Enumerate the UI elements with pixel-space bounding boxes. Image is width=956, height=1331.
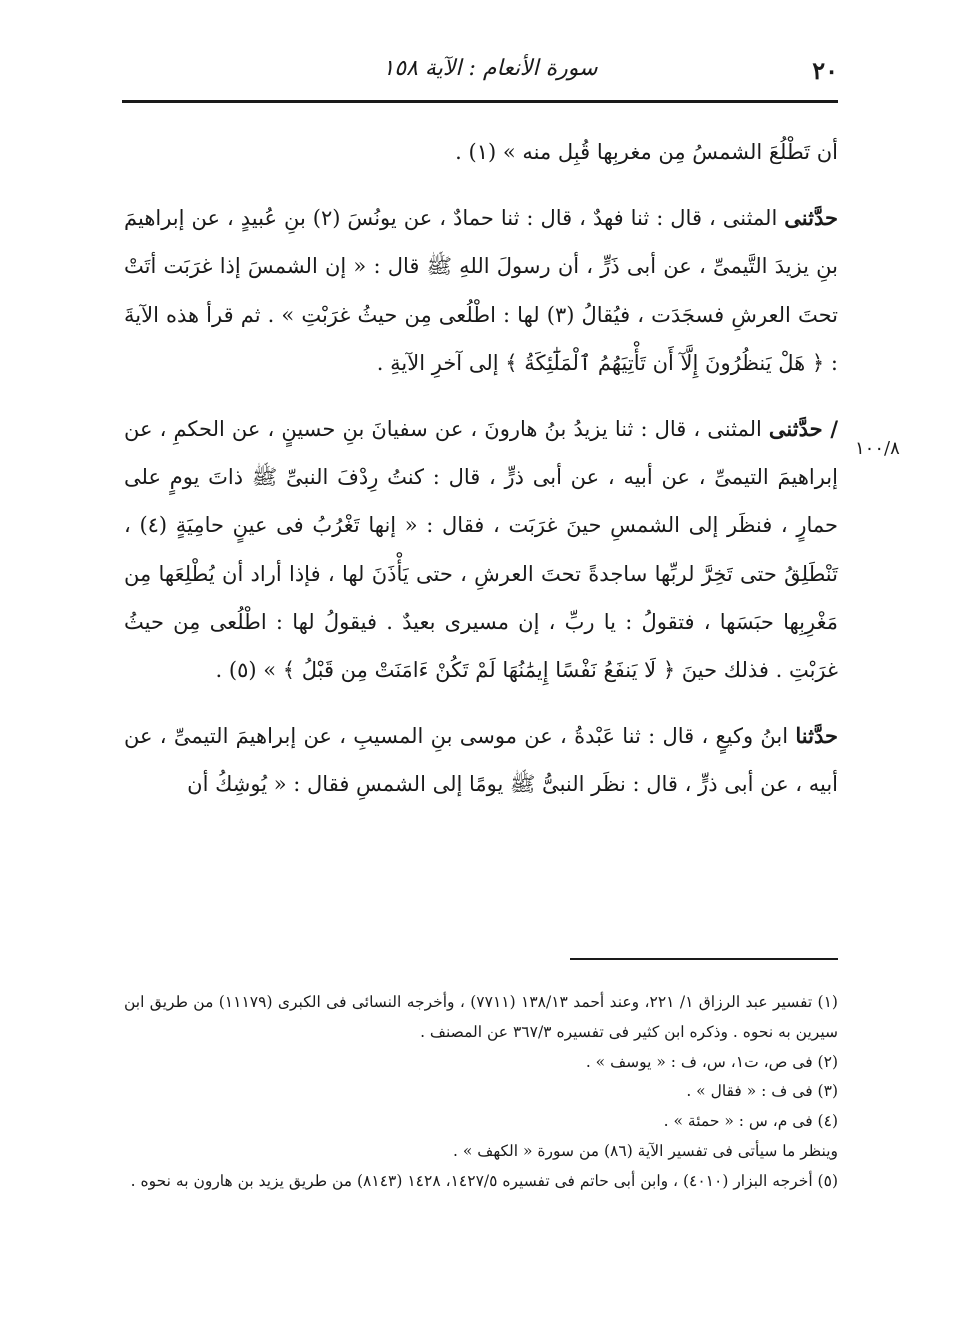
body-text — [124, 128, 838, 809]
paragraph — [124, 405, 838, 694]
paragraph-text: المثنى ، قال : ثنا فهدٌ ، قال : ثنا حمادٌ ، عن يونُسَ (٢) بنِ عُبيدٍ ، عن إبراهيمَ بنِ يزيدَ التَّيمىِّ ، عن أبى ذَرٍّ ، أن رسولَ اللهِ ﷺ قال : « إن الشمسَ إذا غرَبَت أتَتْ تحتَ العرشِ فسجَدَت ، فيُقالُ (٣) لها : اطْلُعى مِن حيثُ غرَبْتِ » . ثم قرأ هذه الآيةَ : ﴿ هَلْ يَنظُرُونَ إِلَّآ أَن تَأْتِيَهُمُ ٱلْمَلَٰٓئِكَةُ ﴾ إلى آخرِ الآيةِ . — [124, 206, 838, 375]
running-title: سورة الأنعام : الآية ١٥٨ — [382, 56, 598, 81]
footnotes — [124, 988, 838, 1197]
paragraph-opening: حدَّثنا — [795, 723, 838, 749]
paragraph — [124, 194, 838, 387]
footnote: وينظر ما سيأتى فى تفسير الآية (٨٦) من سورة « الكهف » . — [453, 1141, 838, 1160]
paragraph — [124, 712, 838, 808]
paragraph — [124, 128, 838, 176]
footnote: (١) تفسير عبد الرزاق ١/ ٢٢١، وعند أحمد ١٣٨/١٣ (٧٧١١) ، وأخرجه النسائى فى الكبرى (١١١٧٩) من طريق ابن سيرين به نحوه . وذكره ابن كثير فى تفسيره ٣٦٧/٣ عن المصنف . — [124, 993, 838, 1041]
paragraph-opening: حدَّثنى — [784, 205, 838, 231]
footnote-rule — [570, 958, 838, 960]
footnote: (٥) أخرجه البزار (٤٠١٠) ، وابن أبى حاتم فى تفسيره ١٤٢٧/٥، ١٤٢٨ (٨١٤٣) من طريق يزيد بن هارون به نحوه . — [130, 1171, 838, 1190]
page-number: ٢٠ — [812, 56, 838, 85]
margin-reference: ١٠٠/٨ — [855, 438, 900, 459]
paragraph-text: ابنُ وكيعٍ ، قال : ثنا عَبْدةُ ، عن موسى بنِ المسيبِ ، عن إبراهيمَ التيمىِّ ، عن أبيه ، عن أبى ذرٍّ ، قال : نظَر النبىُّ ﷺ يومًا إلى الشمسِ فقال : « يُوشِكُ أن — [124, 724, 838, 797]
paragraph-text: أن تَطْلُعَ الشمسُ مِن مغربِها قُبِل منه » (١) . — [455, 140, 838, 164]
paragraph-opening: / حدَّثنى — [768, 416, 838, 442]
footnote: (٣) فى ف : « فقال » . — [686, 1082, 838, 1101]
header-rule — [122, 100, 838, 103]
footnote: (٢) فى ص، ت١، س، ف : « يوسف » . — [585, 1052, 838, 1071]
footnote: (٤) فى م، س : « حمئة » . — [663, 1112, 838, 1131]
paragraph-text: المثنى ، قال : ثنا يزيدُ بنُ هارونَ ، عن سفيانَ بنِ حسينٍ ، عن الحكمِ ، عن إبراهيمَ التيمىِّ ، عن أبيه ، عن أبى ذرٍّ ، قال : كنتُ رِدْفَ النبىِّ ﷺ ذاتَ يومٍ على حمارٍ ، فنظَر إلى الشمسِ حينَ غرَبَت ، فقال : « إنها تَغْرُبُ فى عينٍ حامِيَةٍ (٤) ، تَنْطَلِقُ حتى تَخِرَّ لربِّها ساجدةً تحتَ العرشِ ، حتى يَأْذَنَ لها ، فإذا أراد أن يُطْلِعَها مِن مَغْرِبِها حبَسَها ، فتقولُ : يا ربِّ ، إن مسيرى بعيدٌ . فيقولُ لها : اطْلُعى مِن حيثُ غرَبْتِ . فذلك حينَ ﴿ لَا يَنفَعُ نَفْسًا إِيمَٰنُهَا لَمْ تَكُنْ ءَامَنَتْ مِن قَبْلُ ﴾ » (٥) . — [124, 417, 838, 683]
